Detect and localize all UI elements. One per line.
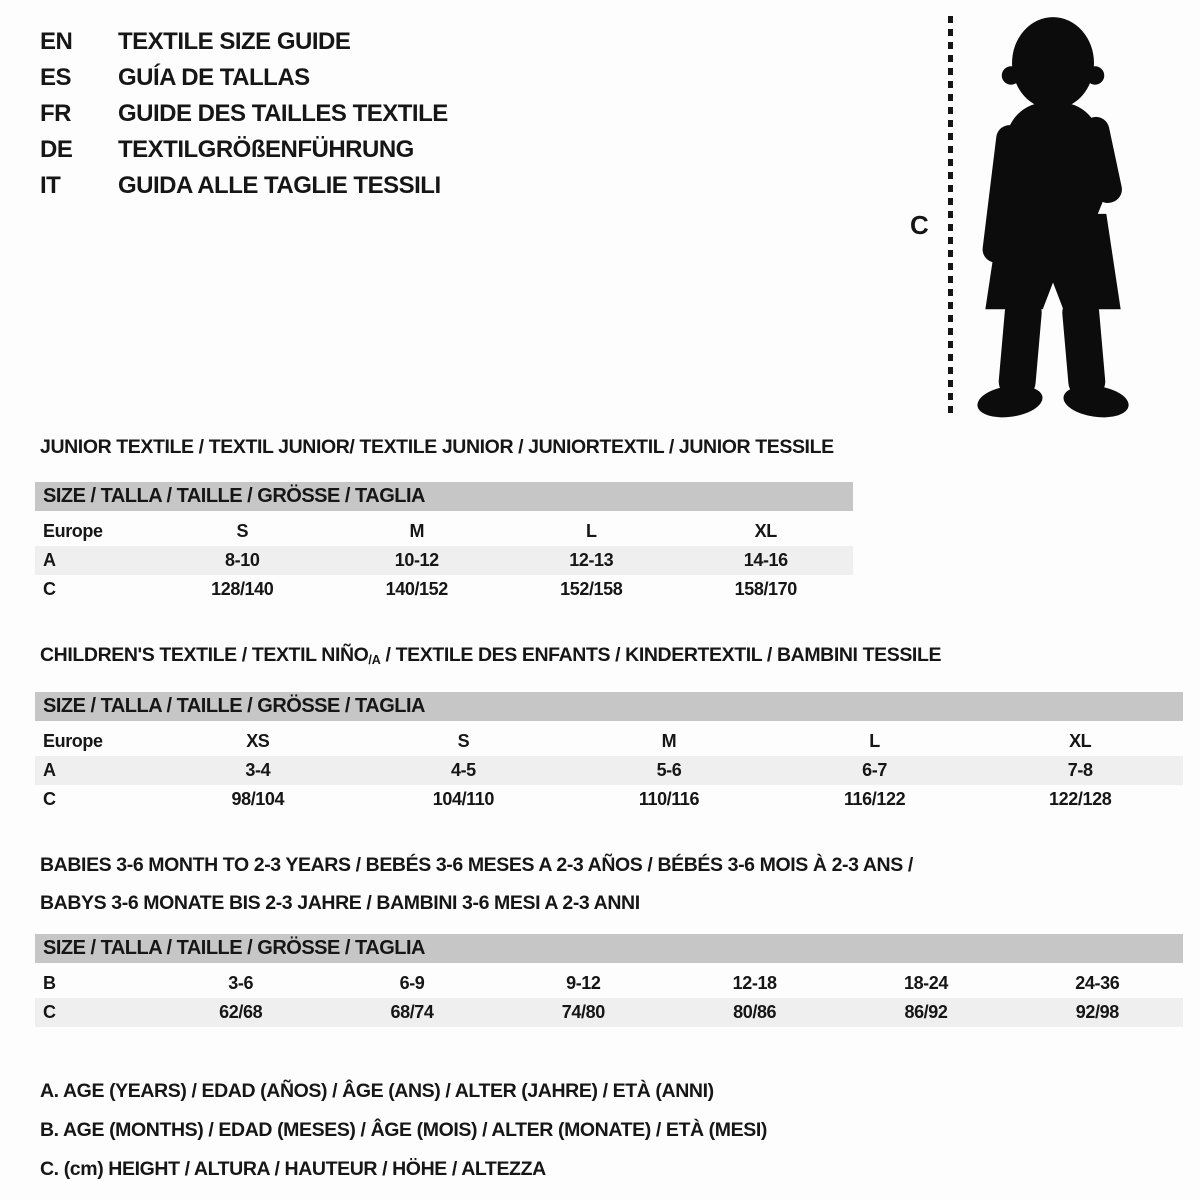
size-cell: 116/122 — [843, 789, 906, 809]
size-cell: 110/116 — [638, 789, 700, 809]
table-row-europe — [35, 517, 853, 546]
table-row-height-cm — [35, 575, 853, 604]
size-cell: 128/140 — [211, 579, 274, 599]
language-code: EN — [40, 28, 73, 55]
size-cell: 6-7 — [772, 756, 978, 785]
legend-line-c: C. (cm) HEIGHT / ALTURA / HAUTEUR / HÖHE / ALTEZZA — [40, 1158, 546, 1180]
language-code: FR — [40, 100, 71, 127]
size-cell: 140/152 — [385, 579, 448, 599]
language-code: DE — [40, 136, 73, 163]
language-code: ES — [40, 64, 72, 91]
row-label-cell: A — [35, 756, 155, 785]
size-cell: XS — [246, 731, 270, 751]
row-label-cell: A — [35, 546, 155, 575]
height-measure-dotted-line — [948, 16, 953, 416]
row-label-cell: B — [43, 973, 56, 993]
guide-title-fr: GUIDE DES TAILLES TEXTILE — [118, 100, 448, 127]
size-cell: M — [661, 731, 677, 751]
babies-size-header-band: SIZE / TALLA / TAILLE / GRÖSSE / TAGLIA — [35, 934, 1183, 963]
size-cell: 6-9 — [399, 973, 425, 993]
size-cell: 86/92 — [840, 998, 1011, 1027]
measurement-legend — [40, 1072, 767, 1189]
size-cell: 98/104 — [231, 789, 285, 809]
size-cell: S — [457, 731, 470, 751]
size-cell: 3-6 — [228, 973, 254, 993]
section-childrens-textile — [35, 636, 1183, 814]
guide-title-en: TEXTILE SIZE GUIDE — [118, 28, 351, 55]
table-row-height-cm — [35, 998, 1183, 1027]
size-cell: 152/158 — [560, 579, 623, 599]
row-label-cell: Europe — [43, 521, 103, 541]
legend-line-b: B. AGE (MONTHS) / EDAD (MESES) / ÂGE (MOIS) / ALTER (MONATE) / ETÀ (MESI) — [40, 1119, 767, 1141]
guide-title-de: TEXTILGRÖßENFÜHRUNG — [118, 136, 414, 163]
size-cell: 104/110 — [432, 789, 495, 809]
row-label-cell: Europe — [43, 731, 103, 751]
table-row-age-years — [35, 546, 853, 575]
size-cell: 8-10 — [155, 546, 330, 575]
junior-size-header-band: SIZE / TALLA / TAILLE / GRÖSSE / TAGLIA — [35, 482, 853, 511]
legend-line-a: A. AGE (YEARS) / EDAD (AÑOS) / ÂGE (ANS) / ALTER (JAHRE) / ETÀ (ANNI) — [40, 1080, 714, 1102]
size-cell: 4-5 — [361, 756, 567, 785]
size-cell: S — [236, 521, 249, 541]
language-row-es — [40, 60, 448, 96]
size-cell: 12-18 — [732, 973, 777, 993]
size-cell: 62/68 — [155, 998, 326, 1027]
row-label-cell: C — [35, 998, 155, 1027]
table-row-europe — [35, 727, 1183, 756]
junior-size-table — [35, 517, 853, 604]
language-row-it — [40, 168, 448, 204]
height-measure-label: C — [910, 210, 929, 240]
size-cell: L — [585, 521, 597, 541]
size-cell: 92/98 — [1012, 998, 1183, 1027]
babies-section-title-line2: BABYS 3-6 MONATE BIS 2-3 JAHRE / BAMBINI 3-6 MESI A 2-3 ANNI — [40, 892, 640, 914]
size-cell: 7-8 — [977, 756, 1183, 785]
children-title-prefix: CHILDREN'S TEXTILE / TEXTIL NIÑO — [40, 644, 369, 666]
size-cell: 5-6 — [566, 756, 772, 785]
babies-size-table — [35, 969, 1183, 1027]
size-cell: 10-12 — [330, 546, 505, 575]
size-cell: 80/86 — [669, 998, 840, 1027]
babies-section-title-line1: BABIES 3-6 MONTH TO 2-3 YEARS / BEBÉS 3-6 MESES A 2-3 AÑOS / BÉBÉS 3-6 MOIS À 2-3 ANS / — [40, 854, 913, 876]
size-cell: 14-16 — [679, 546, 854, 575]
size-cell: 18-24 — [903, 973, 948, 993]
language-row-fr — [40, 96, 448, 132]
size-cell: 12-13 — [504, 546, 679, 575]
size-cell: 68/74 — [326, 998, 497, 1027]
size-cell: 158/170 — [734, 579, 797, 599]
guide-title-es: GUÍA DE TALLAS — [118, 64, 310, 91]
language-row-de — [40, 132, 448, 168]
children-title-sub: /A — [368, 653, 381, 667]
size-cell: 9-12 — [566, 973, 601, 993]
table-row-height-cm — [35, 785, 1183, 814]
children-title-suffix: / TEXTILE DES ENFANTS / KINDERTEXTIL / BAMBINI TESSILE — [380, 644, 942, 666]
children-size-table — [35, 727, 1183, 814]
section-babies-textile — [35, 846, 1183, 1027]
row-label-cell: C — [43, 789, 56, 809]
children-size-header-band: SIZE / TALLA / TAILLE / GRÖSSE / TAGLIA — [35, 692, 1183, 721]
junior-section-title: JUNIOR TEXTILE / TEXTIL JUNIOR/ TEXTILE JUNIOR / JUNIORTEXTIL / JUNIOR TESSILE — [40, 436, 834, 458]
size-cell: 3-4 — [155, 756, 361, 785]
section-junior-textile — [35, 428, 853, 604]
size-cell: 74/80 — [498, 998, 669, 1027]
language-row-en — [40, 24, 448, 60]
size-cell: 24-36 — [1075, 973, 1120, 993]
language-title-block — [40, 24, 448, 204]
table-row-age-years — [35, 756, 1183, 785]
row-label-cell: C — [43, 579, 56, 599]
toddler-silhouette-image — [960, 14, 1145, 424]
guide-title-it: GUIDA ALLE TAGLIE TESSILI — [118, 172, 441, 199]
size-cell: M — [409, 521, 425, 541]
language-code: IT — [40, 172, 61, 199]
children-section-title — [35, 636, 1183, 668]
size-cell: 122/128 — [1049, 789, 1112, 809]
size-cell: XL — [754, 521, 777, 541]
size-cell: XL — [1069, 731, 1092, 751]
table-row-age-months — [35, 969, 1183, 998]
size-cell: L — [869, 731, 880, 751]
